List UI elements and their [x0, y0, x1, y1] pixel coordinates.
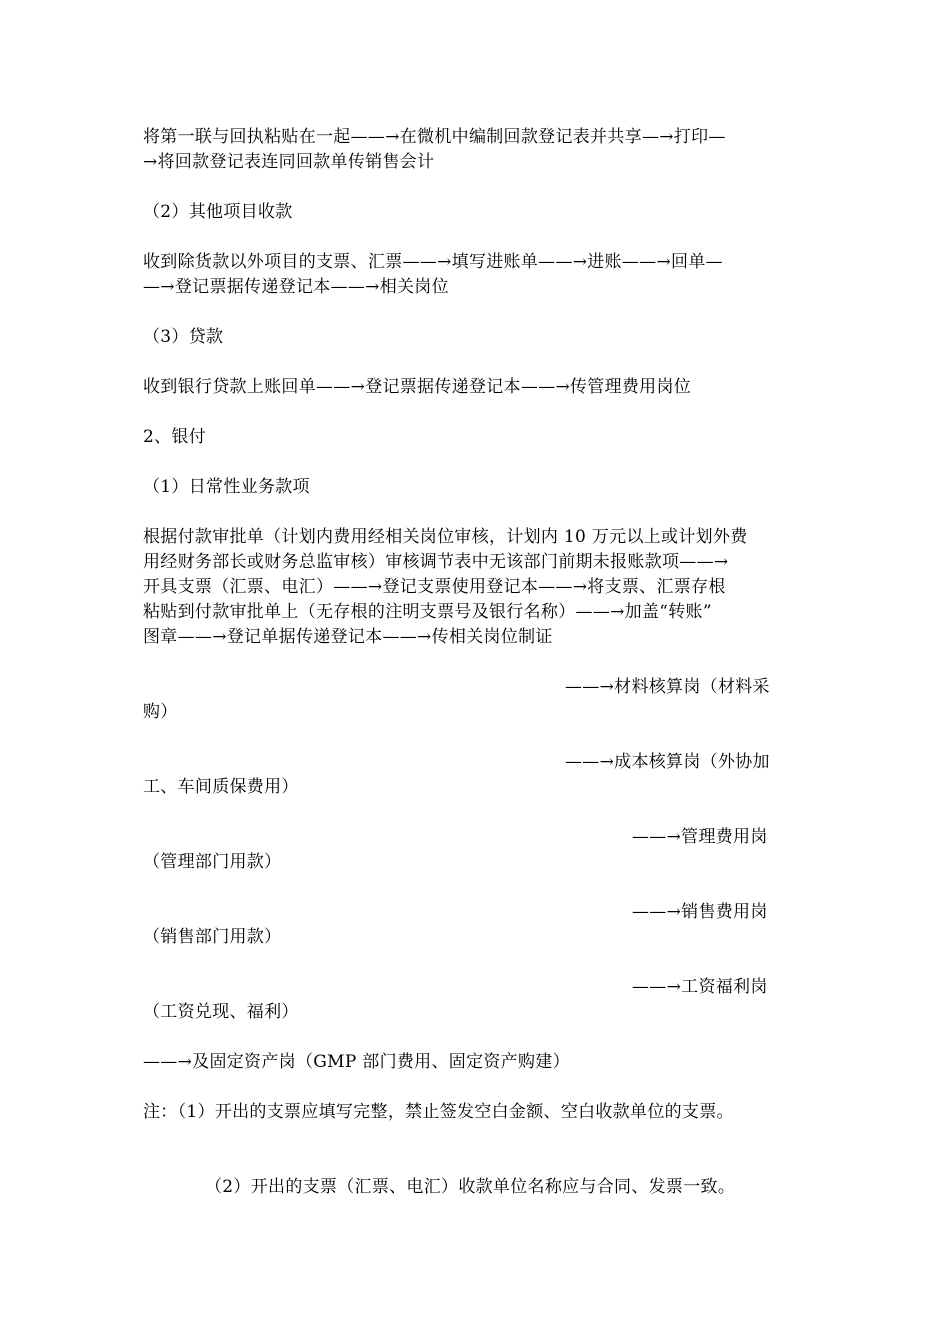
text-line: 用经财务部长或财务总监审核）审核调节表中无该部门前期未报账款项——→ — [143, 552, 729, 572]
text-line: 将第一联与回执粘贴在一起——→在微机中编制回款登记表并共享—→打印— — [143, 127, 726, 147]
branch-line: ——→工资福利岗 — [632, 977, 768, 997]
section-heading: （1）日常性业务款项 — [143, 477, 310, 497]
text-line: 根据付款审批单（计划内费用经相关岗位审核，计划内 10 万元以上或计划外费 — [143, 527, 748, 547]
branch-line-continued: 购） — [143, 702, 178, 722]
section-heading: （2）其他项目收款 — [143, 202, 293, 222]
section-heading: （3）贷款 — [143, 327, 224, 347]
text-line: 粘贴到付款审批单上（无存根的注明支票号及银行名称）——→加盖“转账” — [143, 602, 712, 622]
text-line: →将回款登记表连同回款单传销售会计 — [143, 152, 435, 172]
note-line: （2）开出的支票（汇票、电汇）收款单位名称应与合同、发票一致。 — [205, 1177, 736, 1197]
branch-line-continued: （管理部门用款） — [143, 852, 282, 872]
text-line: 收到除货款以外项目的支票、汇票——→填写进账单——→进账——→回单— — [143, 252, 723, 272]
text-line: —→登记票据传递登记本——→相关岗位 — [143, 277, 449, 297]
branch-line: ——→管理费用岗 — [632, 827, 768, 847]
text-line: 开具支票（汇票、电汇）——→登记支票使用登记本——→将支票、汇票存根 — [143, 577, 726, 597]
note-line: 注：（1）开出的支票应填写完整，禁止签发空白金额、空白收款单位的支票。 — [143, 1102, 734, 1122]
branch-line-continued: （销售部门用款） — [143, 927, 282, 947]
branch-line: ——→及固定资产岗（GMP 部门费用、固定资产购建） — [143, 1052, 570, 1072]
branch-line-continued: （工资兑现、福利） — [143, 1002, 299, 1022]
text-line: 图章——→登记单据传递登记本——→传相关岗位制证 — [143, 627, 553, 647]
branch-line: ——→材料核算岗（材料采 — [565, 677, 770, 697]
section-heading: 2、银付 — [143, 427, 207, 447]
text-line: 收到银行贷款上账回单——→登记票据传递登记本——→传管理费用岗位 — [143, 377, 692, 397]
branch-line: ——→销售费用岗 — [632, 902, 768, 922]
branch-line-continued: 工、车间质保费用） — [143, 777, 299, 797]
branch-line: ——→成本核算岗（外协加 — [565, 752, 770, 772]
